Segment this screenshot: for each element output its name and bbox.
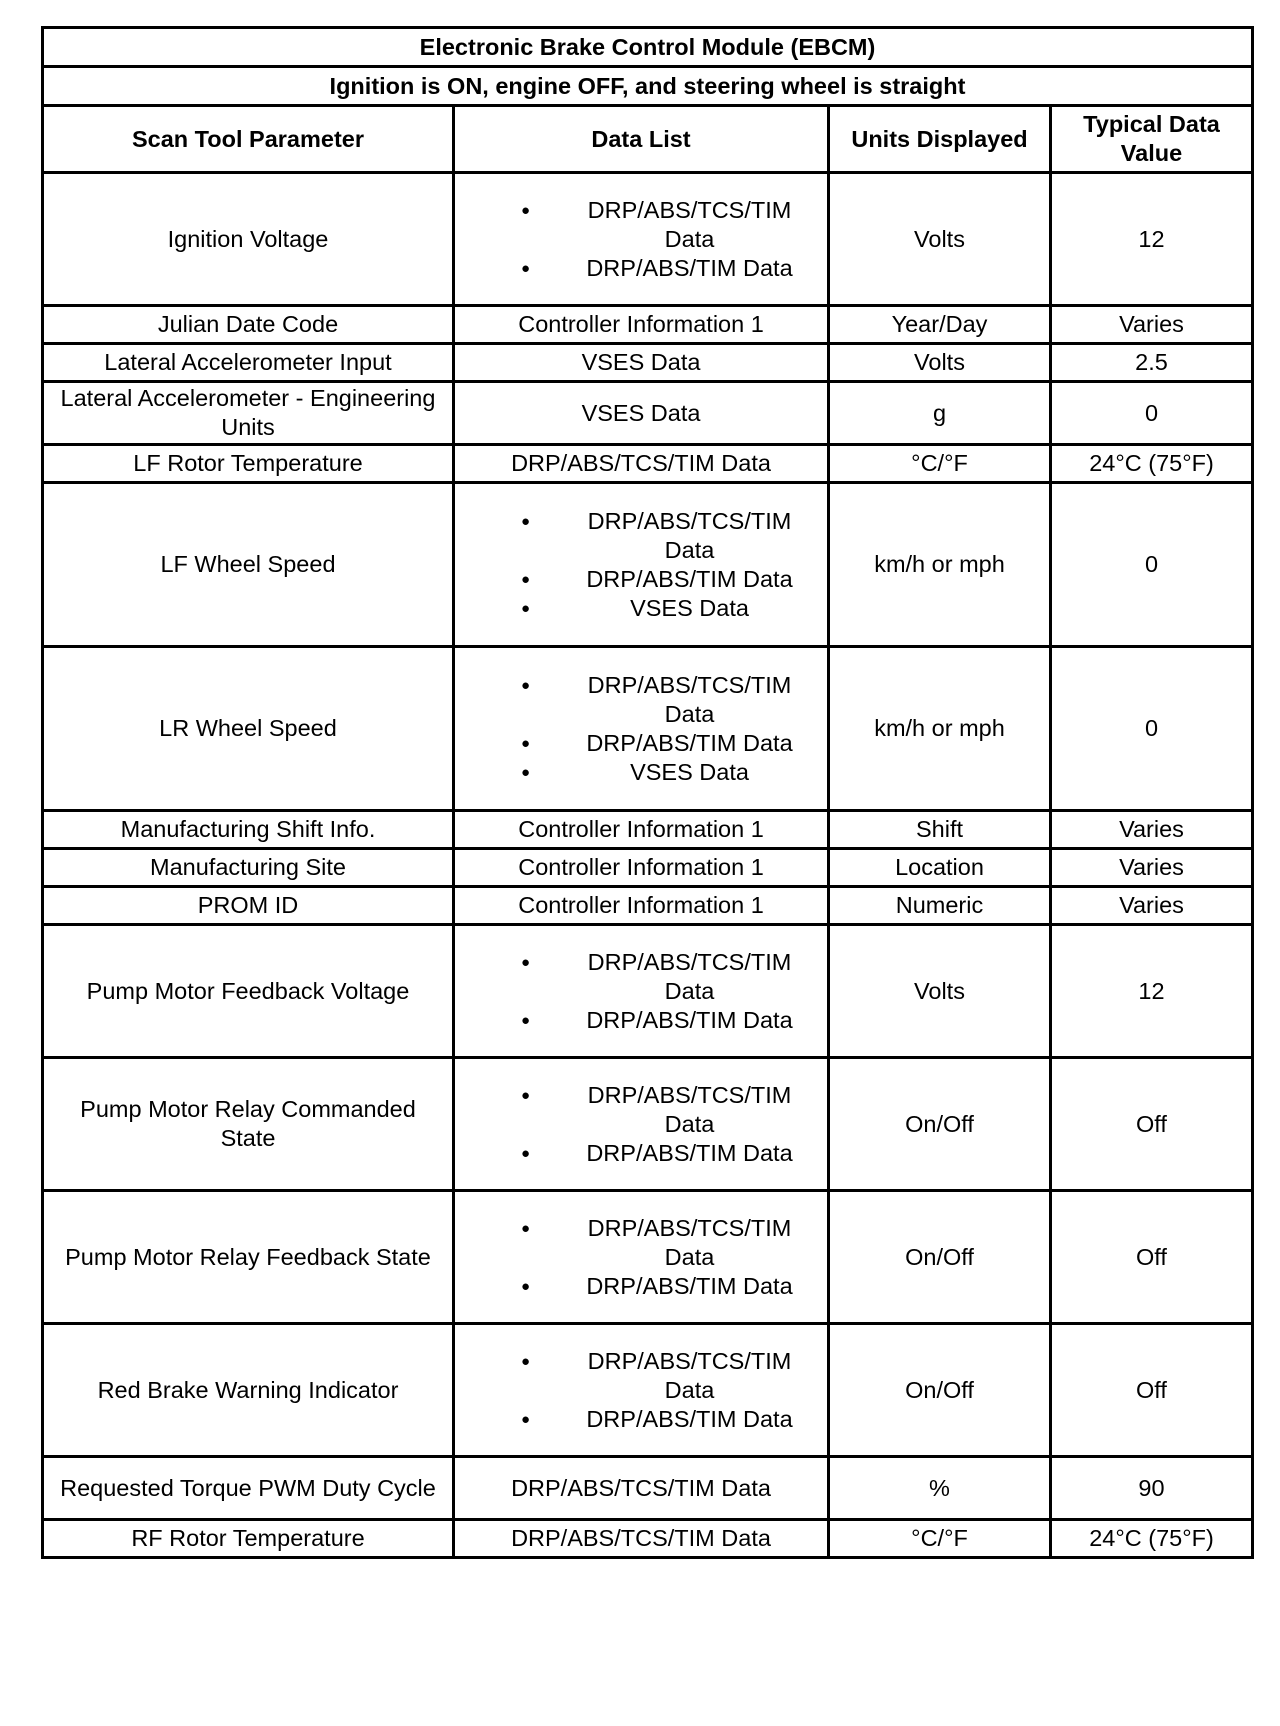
units-cell: Year/Day bbox=[829, 306, 1051, 344]
table-row bbox=[43, 344, 1253, 382]
column-header-data-list: Data List bbox=[454, 106, 829, 173]
ebcm-data-table bbox=[41, 26, 1254, 1559]
typical-value-cell: 0 bbox=[1051, 382, 1253, 445]
parameter-cell: Red Brake Warning Indicator bbox=[43, 1324, 454, 1457]
table-row bbox=[43, 445, 1253, 483]
table-row bbox=[43, 1191, 1253, 1324]
parameter-cell: LF Rotor Temperature bbox=[43, 445, 454, 483]
column-header-units: Units Displayed bbox=[829, 106, 1051, 173]
parameter-cell: Lateral Accelerometer - Engineering Units bbox=[43, 382, 454, 445]
data-list-item: ● DRP/ABS/TCS/TIM Data bbox=[461, 671, 811, 729]
typical-value-cell: 24°C (75°F) bbox=[1051, 445, 1253, 483]
table-row bbox=[43, 925, 1253, 1058]
data-list-item: ● DRP/ABS/TIM Data bbox=[461, 729, 811, 758]
data-list-bullets bbox=[461, 1347, 821, 1434]
data-list-bullets bbox=[461, 948, 821, 1035]
units-cell: Volts bbox=[829, 344, 1051, 382]
units-cell: g bbox=[829, 382, 1051, 445]
data-list-item: ● DRP/ABS/TIM Data bbox=[461, 254, 811, 283]
data-list-bullets bbox=[461, 507, 821, 623]
data-list-item: ● DRP/ABS/TIM Data bbox=[461, 1139, 811, 1168]
parameter-cell: Pump Motor Feedback Voltage bbox=[43, 925, 454, 1058]
table-condition-row bbox=[43, 67, 1253, 106]
units-cell: °C/°F bbox=[829, 445, 1051, 483]
data-list-cell: Controller Information 1 bbox=[454, 887, 829, 925]
table-condition: Ignition is ON, engine OFF, and steering wheel is straight bbox=[43, 67, 1253, 106]
parameter-cell: Julian Date Code bbox=[43, 306, 454, 344]
table-row bbox=[43, 1058, 1253, 1191]
data-list-item: ● DRP/ABS/TCS/TIM Data bbox=[461, 507, 811, 565]
parameter-cell: Pump Motor Relay Commanded State bbox=[43, 1058, 454, 1191]
units-cell: Numeric bbox=[829, 887, 1051, 925]
units-cell: Shift bbox=[829, 811, 1051, 849]
data-list-bullets bbox=[461, 1214, 821, 1301]
column-header-parameter: Scan Tool Parameter bbox=[43, 106, 454, 173]
table-row bbox=[43, 382, 1253, 445]
table-row bbox=[43, 811, 1253, 849]
typical-value-cell: Off bbox=[1051, 1191, 1253, 1324]
data-list-item: ● DRP/ABS/TCS/TIM Data bbox=[461, 1347, 811, 1405]
data-list-bullets bbox=[461, 1081, 821, 1168]
parameter-cell: PROM ID bbox=[43, 887, 454, 925]
data-list-cell: DRP/ABS/TCS/TIM Data bbox=[454, 1457, 829, 1520]
data-list-cell: DRP/ABS/TCS/TIM Data bbox=[454, 1520, 829, 1558]
table-row bbox=[43, 1324, 1253, 1457]
data-list-cell bbox=[454, 173, 829, 306]
units-cell: On/Off bbox=[829, 1191, 1051, 1324]
typical-value-cell: 0 bbox=[1051, 483, 1253, 647]
parameter-cell: LR Wheel Speed bbox=[43, 647, 454, 811]
data-list-cell: Controller Information 1 bbox=[454, 849, 829, 887]
data-list-item: ● DRP/ABS/TCS/TIM Data bbox=[461, 1214, 811, 1272]
data-list-item: ● DRP/ABS/TCS/TIM Data bbox=[461, 1081, 811, 1139]
data-list-item: ● DRP/ABS/TIM Data bbox=[461, 1405, 811, 1434]
data-list-cell: VSES Data bbox=[454, 344, 829, 382]
data-list-cell: Controller Information 1 bbox=[454, 306, 829, 344]
data-list-item: ● DRP/ABS/TIM Data bbox=[461, 1006, 811, 1035]
data-list-cell bbox=[454, 483, 829, 647]
typical-value-cell: Off bbox=[1051, 1058, 1253, 1191]
units-cell: Location bbox=[829, 849, 1051, 887]
data-list-cell bbox=[454, 1324, 829, 1457]
data-list-cell: Controller Information 1 bbox=[454, 811, 829, 849]
units-cell: km/h or mph bbox=[829, 483, 1051, 647]
typical-value-cell: 0 bbox=[1051, 647, 1253, 811]
table-body bbox=[43, 173, 1253, 1558]
parameter-cell: Manufacturing Site bbox=[43, 849, 454, 887]
typical-value-cell: 2.5 bbox=[1051, 344, 1253, 382]
data-list-item: ● VSES Data bbox=[461, 758, 811, 787]
units-cell: On/Off bbox=[829, 1058, 1051, 1191]
units-cell: Volts bbox=[829, 173, 1051, 306]
data-list-cell bbox=[454, 1191, 829, 1324]
data-list-item: ● DRP/ABS/TIM Data bbox=[461, 1272, 811, 1301]
table-row bbox=[43, 887, 1253, 925]
data-list-item: ● DRP/ABS/TCS/TIM Data bbox=[461, 196, 811, 254]
table-row bbox=[43, 306, 1253, 344]
data-list-cell bbox=[454, 647, 829, 811]
units-cell: Volts bbox=[829, 925, 1051, 1058]
units-cell: On/Off bbox=[829, 1324, 1051, 1457]
data-list-item: ● DRP/ABS/TIM Data bbox=[461, 565, 811, 594]
data-list-item: ● VSES Data bbox=[461, 594, 811, 623]
data-list-cell: VSES Data bbox=[454, 382, 829, 445]
table-row bbox=[43, 1520, 1253, 1558]
table-row bbox=[43, 849, 1253, 887]
table-title: Electronic Brake Control Module (EBCM) bbox=[43, 28, 1253, 67]
units-cell: km/h or mph bbox=[829, 647, 1051, 811]
parameter-cell: Pump Motor Relay Feedback State bbox=[43, 1191, 454, 1324]
table-row bbox=[43, 647, 1253, 811]
parameter-cell: Lateral Accelerometer Input bbox=[43, 344, 454, 382]
parameter-cell: Ignition Voltage bbox=[43, 173, 454, 306]
table-row bbox=[43, 1457, 1253, 1520]
parameter-cell: RF Rotor Temperature bbox=[43, 1520, 454, 1558]
data-list-item: ● DRP/ABS/TCS/TIM Data bbox=[461, 948, 811, 1006]
typical-value-cell: Varies bbox=[1051, 306, 1253, 344]
typical-value-cell: 24°C (75°F) bbox=[1051, 1520, 1253, 1558]
table-title-row bbox=[43, 28, 1253, 67]
typical-value-cell: Varies bbox=[1051, 811, 1253, 849]
typical-value-cell: Varies bbox=[1051, 849, 1253, 887]
data-list-bullets bbox=[461, 671, 821, 787]
typical-value-cell: 12 bbox=[1051, 173, 1253, 306]
parameter-cell: Requested Torque PWM Duty Cycle bbox=[43, 1457, 454, 1520]
data-list-bullets bbox=[461, 196, 821, 283]
parameter-cell: Manufacturing Shift Info. bbox=[43, 811, 454, 849]
typical-value-cell: Varies bbox=[1051, 887, 1253, 925]
units-cell: % bbox=[829, 1457, 1051, 1520]
column-header-typical-value: Typical Data Value bbox=[1051, 106, 1253, 173]
typical-value-cell: 12 bbox=[1051, 925, 1253, 1058]
data-list-cell bbox=[454, 1058, 829, 1191]
table-row bbox=[43, 173, 1253, 306]
units-cell: °C/°F bbox=[829, 1520, 1051, 1558]
typical-value-cell: Off bbox=[1051, 1324, 1253, 1457]
table-row bbox=[43, 483, 1253, 647]
data-list-cell bbox=[454, 925, 829, 1058]
typical-value-cell: 90 bbox=[1051, 1457, 1253, 1520]
column-header-row bbox=[43, 106, 1253, 173]
data-list-cell: DRP/ABS/TCS/TIM Data bbox=[454, 445, 829, 483]
parameter-cell: LF Wheel Speed bbox=[43, 483, 454, 647]
